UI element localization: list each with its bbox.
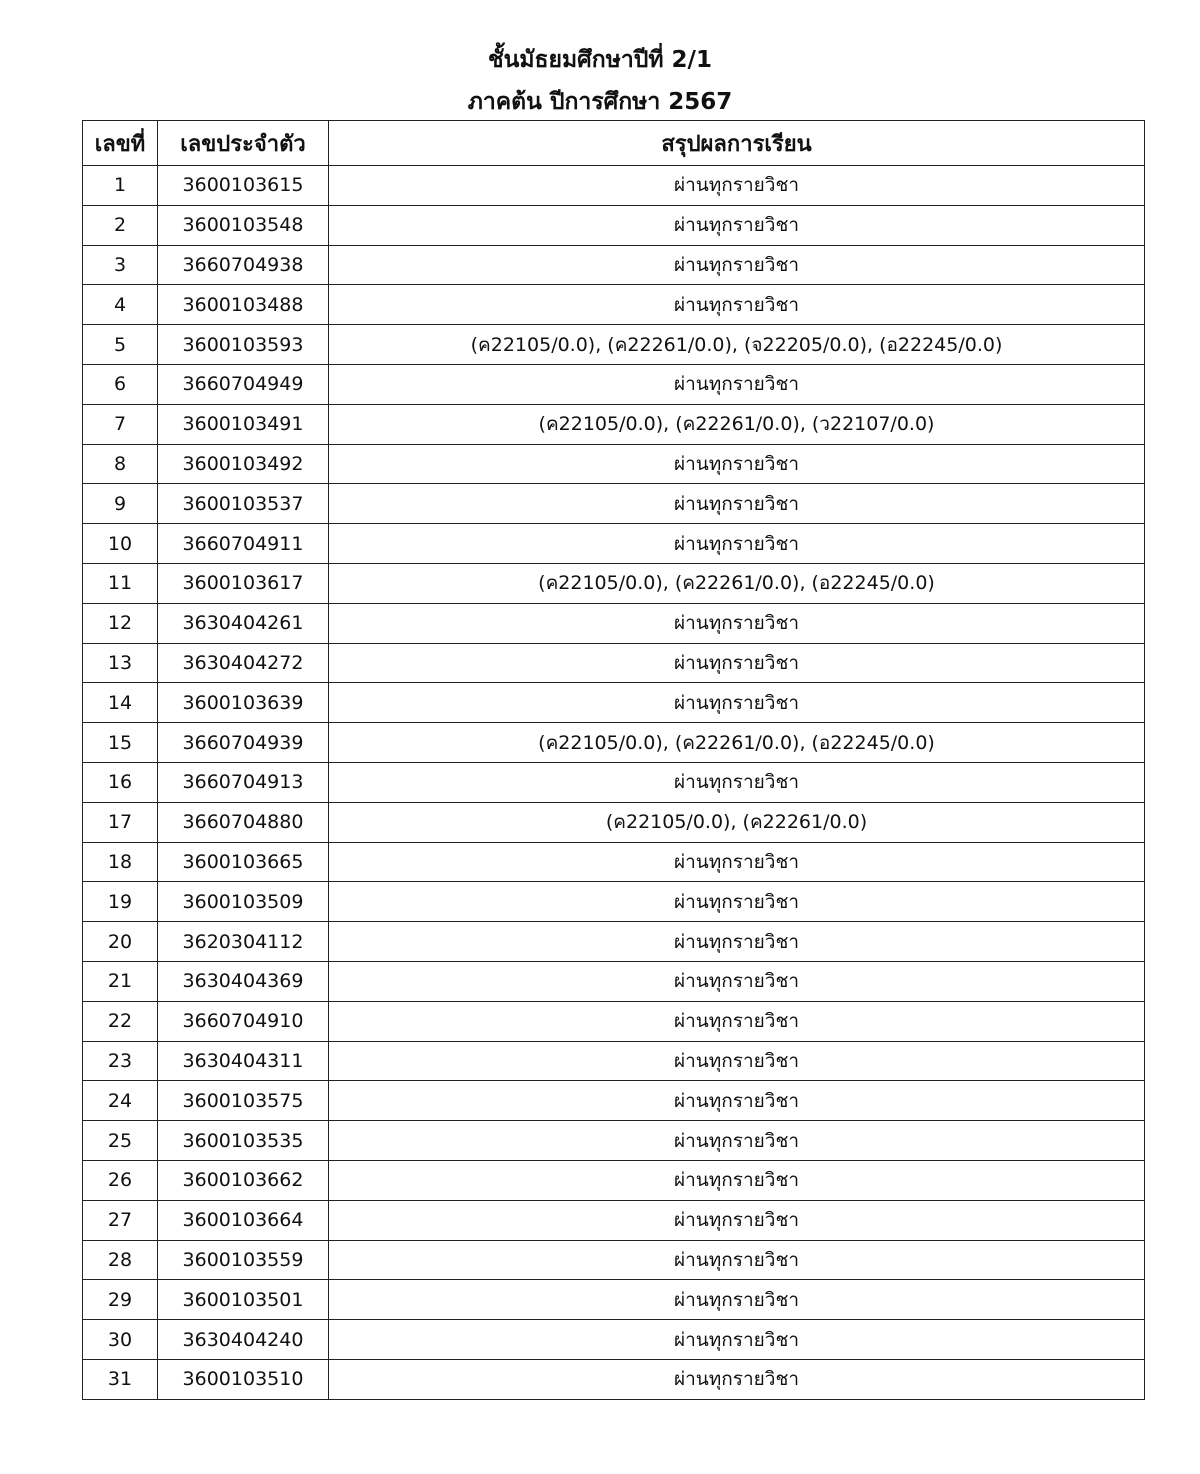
row-number: 29 (83, 1280, 158, 1320)
student-id: 3600103501 (158, 1280, 329, 1320)
row-number: 13 (83, 643, 158, 683)
table-row (83, 364, 1145, 404)
table-row (83, 325, 1145, 365)
student-id: 3600103492 (158, 444, 329, 484)
result-summary: ผ่านทุกรายวิชา (329, 1081, 1145, 1121)
table-row (83, 961, 1145, 1001)
student-id: 3600103488 (158, 285, 329, 325)
student-id: 3600103662 (158, 1160, 329, 1200)
table-row (83, 484, 1145, 524)
row-number: 31 (83, 1359, 158, 1399)
table-row (83, 603, 1145, 643)
student-id: 3660704911 (158, 524, 329, 564)
student-id: 3660704949 (158, 364, 329, 404)
student-id: 3600103575 (158, 1081, 329, 1121)
table-header (83, 121, 1145, 166)
row-number: 27 (83, 1200, 158, 1240)
row-number: 17 (83, 802, 158, 842)
row-number: 10 (83, 524, 158, 564)
student-id: 3600103509 (158, 882, 329, 922)
table-row (83, 285, 1145, 325)
table-row (83, 882, 1145, 922)
student-id: 3660704938 (158, 245, 329, 285)
row-number: 5 (83, 325, 158, 365)
result-summary: ผ่านทุกรายวิชา (329, 484, 1145, 524)
results-table (82, 120, 1145, 1400)
row-number: 25 (83, 1121, 158, 1161)
student-id: 3620304112 (158, 922, 329, 962)
student-id: 3660704913 (158, 762, 329, 802)
table-row (83, 1041, 1145, 1081)
student-id: 3630404311 (158, 1041, 329, 1081)
row-number: 12 (83, 603, 158, 643)
row-number: 16 (83, 762, 158, 802)
page-subtitle: ภาคต้น ปีการศึกษา 2567 (467, 89, 733, 115)
student-id: 3600103593 (158, 325, 329, 365)
table-row (83, 723, 1145, 763)
result-summary: ผ่านทุกรายวิชา (329, 1240, 1145, 1280)
result-summary: (ค22105/0.0), (ค22261/0.0), (จ22205/0.0), (อ22245/0.0) (329, 325, 1145, 365)
table-row (83, 1200, 1145, 1240)
table-row (83, 802, 1145, 842)
result-summary: ผ่านทุกรายวิชา (329, 603, 1145, 643)
result-summary: ผ่านทุกรายวิชา (329, 205, 1145, 245)
row-number: 7 (83, 404, 158, 444)
result-summary: ผ่านทุกรายวิชา (329, 1359, 1145, 1399)
page-title: ชั้นมัธยมศึกษาปีที่ 2/1 (488, 47, 712, 73)
result-summary: ผ่านทุกรายวิชา (329, 882, 1145, 922)
result-summary: (ค22105/0.0), (ค22261/0.0), (อ22245/0.0) (329, 723, 1145, 763)
row-number: 9 (83, 484, 158, 524)
student-id: 3660704939 (158, 723, 329, 763)
result-summary: ผ่านทุกรายวิชา (329, 524, 1145, 564)
header-number: เลขที่ (83, 121, 158, 166)
header-student-id: เลขประจำตัว (158, 121, 329, 166)
table-row (83, 1001, 1145, 1041)
row-number: 8 (83, 444, 158, 484)
table-body (83, 166, 1145, 1400)
row-number: 28 (83, 1240, 158, 1280)
row-number: 4 (83, 285, 158, 325)
result-summary: ผ่านทุกรายวิชา (329, 1121, 1145, 1161)
row-number: 1 (83, 166, 158, 206)
table-row (83, 842, 1145, 882)
row-number: 11 (83, 563, 158, 603)
table-row (83, 683, 1145, 723)
table-row (83, 166, 1145, 206)
table-row (83, 205, 1145, 245)
result-summary: ผ่านทุกรายวิชา (329, 166, 1145, 206)
result-summary: ผ่านทุกรายวิชา (329, 842, 1145, 882)
student-id: 3600103665 (158, 842, 329, 882)
student-id: 3600103559 (158, 1240, 329, 1280)
table-row (83, 1121, 1145, 1161)
result-summary: (ค22105/0.0), (ค22261/0.0), (ว22107/0.0) (329, 404, 1145, 444)
table-row (83, 1320, 1145, 1360)
table-row (83, 762, 1145, 802)
student-id: 3600103510 (158, 1359, 329, 1399)
row-number: 2 (83, 205, 158, 245)
table-row (83, 444, 1145, 484)
row-number: 21 (83, 961, 158, 1001)
student-id: 3630404369 (158, 961, 329, 1001)
row-number: 24 (83, 1081, 158, 1121)
result-summary: ผ่านทุกรายวิชา (329, 1041, 1145, 1081)
row-number: 3 (83, 245, 158, 285)
table-row (83, 563, 1145, 603)
student-id: 3600103664 (158, 1200, 329, 1240)
result-summary: ผ่านทุกรายวิชา (329, 1280, 1145, 1320)
result-summary: ผ่านทุกรายวิชา (329, 364, 1145, 404)
student-id: 3630404240 (158, 1320, 329, 1360)
row-number: 23 (83, 1041, 158, 1081)
result-summary: ผ่านทุกรายวิชา (329, 961, 1145, 1001)
row-number: 30 (83, 1320, 158, 1360)
table-row (83, 524, 1145, 564)
result-summary: (ค22105/0.0), (ค22261/0.0) (329, 802, 1145, 842)
student-id: 3600103548 (158, 205, 329, 245)
table-row (83, 1160, 1145, 1200)
student-id: 3600103617 (158, 563, 329, 603)
student-id: 3600103615 (158, 166, 329, 206)
student-id: 3630404272 (158, 643, 329, 683)
result-summary: ผ่านทุกรายวิชา (329, 1001, 1145, 1041)
student-id: 3600103535 (158, 1121, 329, 1161)
table-row (83, 922, 1145, 962)
row-number: 14 (83, 683, 158, 723)
table-row (83, 1240, 1145, 1280)
result-summary: ผ่านทุกรายวิชา (329, 245, 1145, 285)
student-id: 3600103491 (158, 404, 329, 444)
student-id: 3660704880 (158, 802, 329, 842)
result-summary: ผ่านทุกรายวิชา (329, 1320, 1145, 1360)
row-number: 26 (83, 1160, 158, 1200)
header-row (83, 121, 1145, 166)
table-row (83, 404, 1145, 444)
result-summary: ผ่านทุกรายวิชา (329, 683, 1145, 723)
result-summary: (ค22105/0.0), (ค22261/0.0), (อ22245/0.0) (329, 563, 1145, 603)
row-number: 22 (83, 1001, 158, 1041)
result-summary: ผ่านทุกรายวิชา (329, 1160, 1145, 1200)
result-summary: ผ่านทุกรายวิชา (329, 285, 1145, 325)
result-summary: ผ่านทุกรายวิชา (329, 762, 1145, 802)
row-number: 15 (83, 723, 158, 763)
result-summary: ผ่านทุกรายวิชา (329, 643, 1145, 683)
result-summary: ผ่านทุกรายวิชา (329, 444, 1145, 484)
table-row (83, 245, 1145, 285)
table-row (83, 1359, 1145, 1399)
student-id: 3600103537 (158, 484, 329, 524)
student-id: 3660704910 (158, 1001, 329, 1041)
table-row (83, 1081, 1145, 1121)
row-number: 19 (83, 882, 158, 922)
table-row (83, 1280, 1145, 1320)
row-number: 20 (83, 922, 158, 962)
student-id: 3630404261 (158, 603, 329, 643)
row-number: 18 (83, 842, 158, 882)
table-row (83, 643, 1145, 683)
row-number: 6 (83, 364, 158, 404)
result-summary: ผ่านทุกรายวิชา (329, 1200, 1145, 1240)
header-result-summary: สรุปผลการเรียน (329, 121, 1145, 166)
result-summary: ผ่านทุกรายวิชา (329, 922, 1145, 962)
student-id: 3600103639 (158, 683, 329, 723)
